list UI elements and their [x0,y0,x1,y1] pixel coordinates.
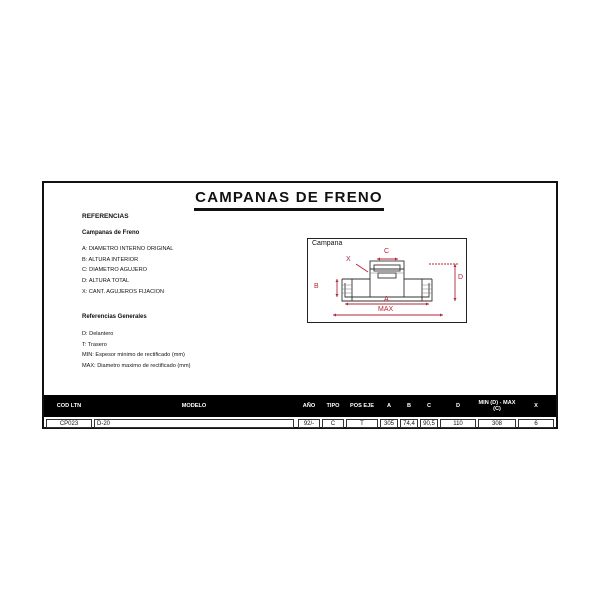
reference-item: B: ALTURA INTERIOR [82,256,139,263]
col-header-anio: AÑO [302,402,316,409]
col-header-x: X [534,402,538,409]
col-header-modelo: MODELO [181,402,207,409]
col-header-b: B [406,402,412,409]
brake-drum-spec-sheet [42,181,558,429]
dimension-d-label: D [458,274,464,281]
dimension-c-label: C [384,248,390,255]
brake-drum-diagram [307,238,467,323]
dimension-max-label: MAX [378,306,394,313]
cell-cod: CP023 [46,419,92,428]
cell-d: 110 [440,419,476,428]
col-header-a: A [386,402,392,409]
cell-b: 74,4 [400,419,418,428]
campanas-heading: Campanas de Freno [82,230,140,236]
cell-anio: 92/- [298,419,320,428]
diagram-label: Campana [312,240,343,247]
sheet-title: CAMPANAS DE FRENO [194,189,384,211]
col-header-c: C [426,402,432,409]
col-header-tipo: TIPO [326,402,340,409]
col-header-cod: COD LTN [56,402,82,409]
reference-item: T: Trasero [82,341,107,348]
cell-c: 90,5 [420,419,438,428]
cell-tipo: C [322,419,344,428]
references-heading: REFERENCIAS [82,213,129,220]
general-reference-list [82,329,190,372]
cell-pos: T [346,419,378,428]
reference-item: MAX: Diametro maximo de rectificado (mm) [82,363,191,370]
cell-x: 6 [518,419,554,428]
general-references-heading: Referencias Generales [82,314,147,320]
cell-a: 305 [380,419,398,428]
col-header-pos: POS EJE [350,402,374,409]
reference-item: MIN: Espesor minimo de rectificado (mm) [82,352,185,359]
reference-item: A: DIAMETRO INTERNO ORIGINAL [82,246,174,252]
cell-minmax: 308 [478,419,516,428]
dimension-x-label: X [346,256,351,263]
reference-item: D: ALTURA TOTAL [82,278,130,285]
table-header-row [44,395,556,417]
dimension-b-label: B [314,283,319,290]
col-header-minmax: MIN (D) - MAX (C) [478,399,516,412]
reference-item: C: DIAMETRO AGUJERO [82,267,147,274]
dimension-a-label: A [384,296,389,303]
cell-modelo: D-20 [94,419,294,428]
col-header-d: D [455,402,461,409]
reference-item: D: Delantero [82,331,114,337]
reference-item: X: CANT. AGUJEROS FIJACION [82,288,165,295]
table-row [44,419,556,429]
campanas-reference-list [82,244,173,298]
